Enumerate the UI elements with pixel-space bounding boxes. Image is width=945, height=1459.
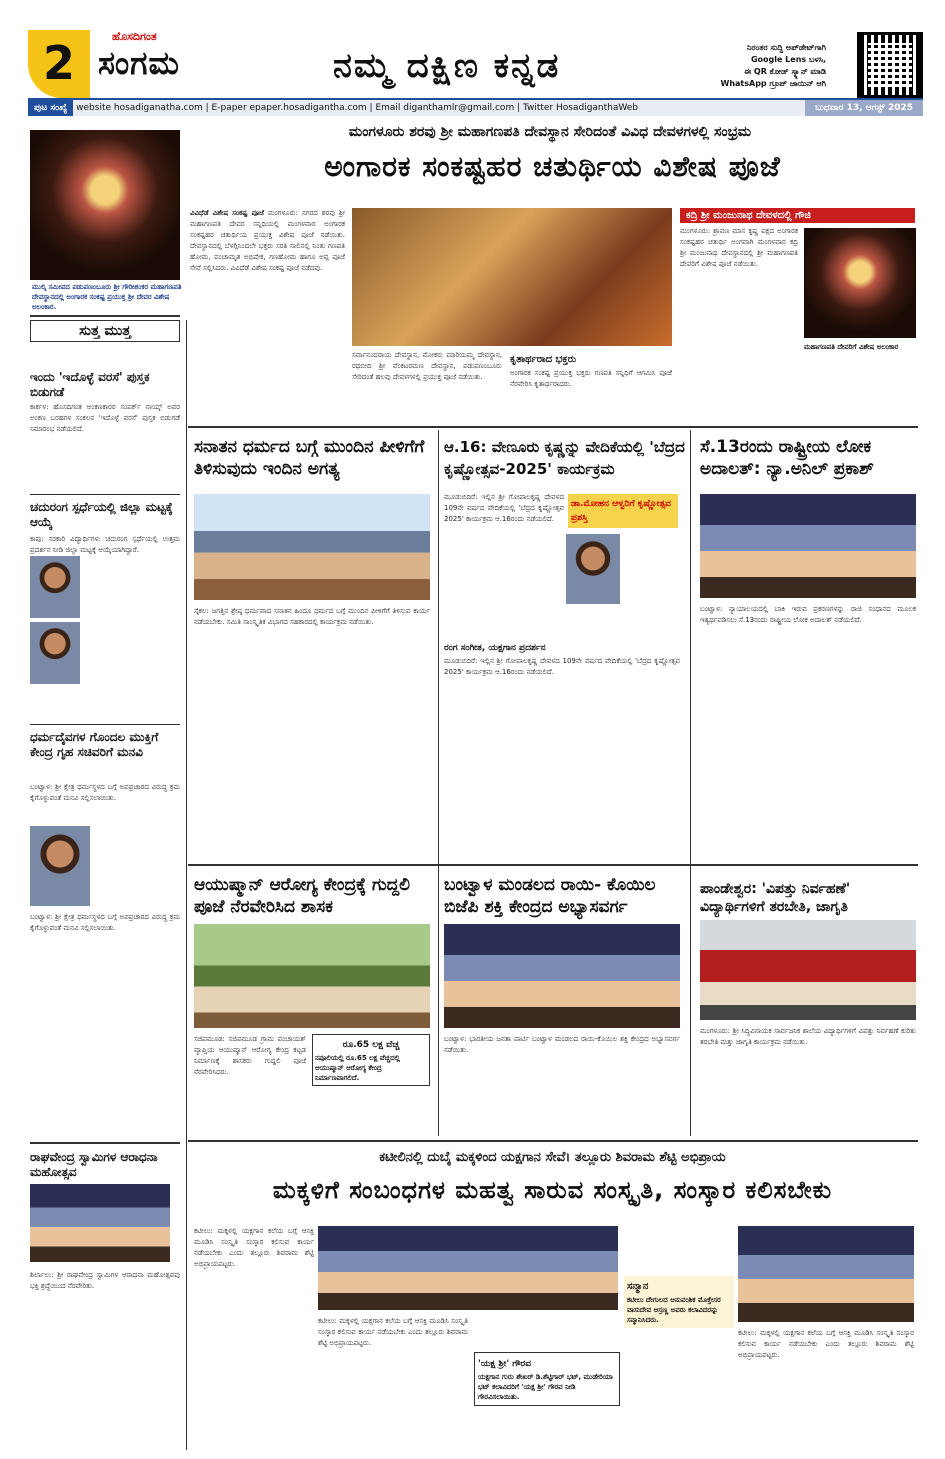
story-ayushman-body: ಸಜಿಪಮೂಡ: ಸಜಿಪಮೂಡ ಗ್ರಾಮ ಪಂಚಾಯತ್ ವ್ಯಾಪ್ತಿಯ ಆಯುಷ್ಮಾನ್ ಆರೋಗ್ಯ ಕೇಂದ್ರ ಕಟ್ಟಡ ನಿರ್ಮಾಣಕ್ಕೆ ಶಾಸಕರು ಗುದ್ದಲಿ ಪೂಜೆ ನೆರವೇರಿಸಿದರು. — [194, 1035, 306, 1076]
ayushman-box-title: ರೂ.65 ಲಕ್ಷ ವೆಚ್ಚ — [342, 1040, 400, 1050]
left-story-4-body: ಶಿರ್ಲಾಲು: ಶ್ರೀ ರಾಘವೇಂದ್ರ ಸ್ವಾಮಿಗಳ ಆರಾಧನಾ ಮಹೋತ್ಸವವು ಭಕ್ತಿ ಶ್ರದ್ಧೆಯಿಂದ ನೆರವೇರಿತು. — [30, 1271, 180, 1290]
brand-small: ಹೊಸದಿಗಂತ — [112, 30, 157, 43]
mohan-alva-photo — [566, 534, 620, 604]
leader-photo — [30, 826, 90, 906]
left-story-2-head: ಚದುರಂಗ ಸ್ಪರ್ಧೆಯಲ್ಲಿ ಜಿಲ್ಲಾ ಮಟ್ಟಕ್ಕೆ ಆಯ್ಕೆ — [30, 500, 173, 529]
yaksha-shri-title: 'ಯಕ್ಷ ಶ್ರೀ' ಗೌರವ — [478, 1359, 531, 1369]
ayushman-box — [312, 1034, 430, 1086]
ganapati-caption: ಮಹಾಗಣಪತಿ ದೇವರಿಗೆ ವಿಶೇಷ ಅಲಂಕಾರ — [804, 343, 899, 351]
left-story-1-head: ಇಂದು 'ಇದೊಳ್ಳೆ ವರಸೆ' ಪುಸ್ತಕ ಬಿಡುಗಡೆ — [30, 370, 150, 399]
yaksha-shri-box — [474, 1352, 620, 1406]
puja-photo — [352, 208, 672, 346]
story-disaster-head: ಪಾಂಡೇಶ್ವರ: 'ವಿಪತ್ತು ನಿರ್ವಹಣೆ' ವಿದ್ಯಾರ್ಥಿಗಳಿಗೆ ತರಬೇತಿ, ಜಾಗೃತಿ — [700, 881, 851, 915]
bottom-headline: ಮಕ್ಕಳಿಗೆ ಸಂಬಂಧಗಳ ಮಹತ್ವ ಸಾರುವ ಸಂಸ್ಕೃತಿ, ಸಂಸ್ಕಾರ ಕಲಿಸಬೇಕು — [272, 1176, 833, 1204]
story-adalat-body: ಬಂಟ್ವಾಳ: ನ್ಯಾಯಾಲಯದಲ್ಲಿ ಬಾಕಿ ಇರುವ ಪ್ರಕರಣಗಳನ್ನು ರಾಜಿ ಸಂಧಾನದ ಮೂಲಕ ಇತ್ಯರ್ಥಪಡಿಸಲು ಸೆ.13ರಂದು ರಾಷ್ಟ್ರೀಯ ಲೋಕ ಅದಾಲತ್ ನಡೆಯಲಿದೆ. — [700, 605, 916, 624]
bottom-kicker: ಕಟೀಲಿನಲ್ಲಿ ದುಬೈ ಮಕ್ಕಳಿಂದ ಯಕ್ಷಗಾನ ಸೇವೆ। ತಲ್ಲೂರು ಶಿವರಾಮ ಶೆಟ್ಟಿ ಅಭಿಪ್ರಾಯ — [379, 1150, 726, 1165]
lead-body-1: ವಿವಿಧೆಡೆ ವಿಶೇಷ ಸಂಕಷ್ಟ ಪೂಜೆ ಮಂಗಳೂರು: ನಗರದ ಶರವು ಶ್ರೀ ಮಹಾಗಣಪತಿ ದೇವರ ಸನ್ನಿಧಿಯಲ್ಲಿ ಮಂಗಳವಾರ ಅಂಗಾರಕ ಸಂಕಷ್ಟಹರ ಚತುರ್ಥಿಯ ಪ್ರಯುಕ್ತ ವಿಶೇಷ ಪೂಜೆ ನಡೆಯಿತು. ದೇವಸ್ಥಾನದಲ್ಲಿ ಬೆಳಗ್ಗಿನಿಂದಲೇ ಭಕ್ತರು ಸರತಿ ಸಾಲಿನಲ್ಲಿ ನಿಂತು ಗಣಪತಿ ಹೋಮ, ಪಂಚಾಮೃತ ಅಭಿಷೇಕ, ಗಣಹೋಮ ಹಾಗೂ ಅಪ್ಪ ಪೂಜೆ ಸೇವೆ ಸಲ್ಲಿಸಿದರು. ವಿವಿಧೆಡೆ ವಿಶೇಷ ಸಂಕಷ್ಟ ಪೂಜೆ ನಡೆದವು. — [190, 209, 345, 272]
email-link[interactable]: Email diganthamlr@gmail.com — [375, 103, 515, 113]
felicitation-photo — [738, 1226, 914, 1322]
left-story-3-body: ಬಂಟ್ವಾಳ: ಶ್ರೀ ಕ್ಷೇತ್ರ ಧರ್ಮಸ್ಥಳದ ಬಗ್ಗೆ ಅಪಪ್ರಚಾರದ ವಿರುದ್ಧ ಕ್ರಮ ಕೈಗೊಳ್ಳುವಂತೆ ಮನವಿ ಸಲ್ಲಿಸಲಾಯಿತು. — [30, 783, 180, 802]
bottom-body-2: ಕಟೀಲು: ಮಕ್ಕಳಲ್ಲಿ ಯಕ್ಷಗಾನ ಕಲೆಯ ಬಗ್ಗೆ ಆಸಕ್ತಿ ಮೂಡಿಸಿ ಸಂಸ್ಕೃತಿ ಸಂಸ್ಕಾರ ಕಲಿಸುವ ಕಾರ್ಯ ನಡೆಯಬೇಕು ಎಂದು ತಲ್ಲೂರು ಶಿವರಾಮ ಶೆಟ್ಟಿ ಅಭಿಪ್ರಾಯಪಟ್ಟರು. — [318, 1317, 468, 1347]
lead-mid-box — [510, 352, 672, 414]
story-krishna-body-2: ಮೂಡುಬಿದಿರೆ: ಇಲ್ಲಿನ ಶ್ರೀ ಗೋಪಾಲಕೃಷ್ಣ ದೇವಳದ 109ನೇ ವರ್ಷದ ವೇದಿಕೆಯಲ್ಲಿ 'ಬೆದ್ರದ ಕೃಷ್ಣೋತ್ಸವ 2025' ಕಾರ್ಯಕ್ರಮ ಆ.16ರಂದು ನಡೆಯಲಿದೆ. — [444, 657, 680, 676]
ayushman-box-body: ನಪೂಲಿಯಲ್ಲಿ ರೂ.65 ಲಕ್ಷ ವೆಚ್ಚದಲ್ಲಿ ಆಯುಷ್ಮಾನ್ ಆರೋಗ್ಯ ಕೇಂದ್ರ ನಿರ್ಮಾಣವಾಗಲಿದೆ. — [315, 1054, 400, 1082]
bottom-body-3: ಕಟೀಲು: ಮಕ್ಕಳಲ್ಲಿ ಯಕ್ಷಗಾನ ಕಲೆಯ ಬಗ್ಗೆ ಆಸಕ್ತಿ ಮೂಡಿಸಿ ಸಂಸ್ಕೃತಿ ಸಂಸ್ಕಾರ ಕಲಿಸುವ ಕಾರ್ಯ ನಡೆಯಬೇಕು ಎಂದು ತಲ್ಲೂರು ಶಿವರಾಮ ಶೆಟ್ಟಿ ಅಭಿಪ್ರಾಯಪಟ್ಟರು. — [738, 1329, 914, 1359]
side-story-tag: ಕದ್ರಿ ಶ್ರೀ ಮಂಜುನಾಥ ದೇವಳದಲ್ಲಿ ಗೌಜಿ — [680, 208, 915, 223]
aradhana-photo — [30, 1184, 170, 1262]
lead-body-3: ಅಂಗಾರಕ ಸಂಕಷ್ಟ ಪ್ರಯುಕ್ತ ಭಕ್ತರು ಗಣಪತಿ ಸನ್ನಿಧಿಗೆ ಆಗಮಿಸಿ ಪೂಜೆ ನೆರವೇರಿಸಿ ಕೃತಾರ್ಥರಾದರು. — [510, 369, 672, 388]
yaksha-shri-body: ಯಕ್ಷಗಾನ ಗುರು ಶೇಖರ್ ಡಿ.ಶೆಟ್ಟಿಗಾರ್ ಭಟ್, ಮುಡೇರಿಯಾ ಭಟ್ ಕಲಾವಿದರಿಗೆ 'ಯಕ್ಷ ಶ್ರೀ' ಗೌರವ ನೀಡಿ ಗೌರವಿಸಲಾಯಿತು. — [478, 1373, 613, 1401]
student-photo-2 — [30, 622, 80, 684]
adalat-photo — [700, 494, 916, 598]
page-number: 2 — [28, 30, 90, 98]
lead-mid-caption: ಕೃತಾರ್ಥರಾದ ಭಕ್ತರು — [510, 354, 577, 365]
temple-photo-caption: ಮುಲ್ಕಿ ಸಮೀಪದ ಪಡುಪಣಂಬೂರು ಶ್ರೀ ಗೌರೀಶಂಕರ ಮಹಾಗಣಪತಿ ದೇವಸ್ಥಾನದಲ್ಲಿ ಅಂಗಾರಕ ಸಂಕಷ್ಟ ಪ್ರಯುಕ್ತ ಶ್ರೀ ದೇವರ ವಿಶೇಷ ಅಲಂಕಾರ. — [32, 283, 182, 311]
column-name: ಸುತ್ತ ಮುತ್ತ — [30, 320, 180, 342]
qr-instructions: ನಿರಂತರ ಸುದ್ದಿ ಅಪ್‌ಡೇಟ್‌ಗಾಗಿ Google Lens ಬಳಸಿ, ಈ QR ಕೋಡ್ ಸ್ಕ್ಯಾನ್ ಮಾಡಿ WhatsApp ಗ್ರೂಪ್ ಜಾಯಿನ್ ಆಗಿ — [720, 43, 826, 88]
bjp-photo — [444, 924, 680, 1028]
story-krishna-body: ಮೂಡುಬಿದಿರೆ: ಇಲ್ಲಿನ ಶ್ರೀ ಗೋಪಾಲಕೃಷ್ಣ ದೇವಳದ 109ನೇ ವರ್ಷದ ವೇದಿಕೆಯಲ್ಲಿ 'ಬೆದ್ರದ ಕೃಷ್ಣೋತ್ಸವ 2025' ಕಾರ್ಯಕ್ರಮ ಆ.16ರಂದು ನಡೆಯಲಿದೆ. — [444, 493, 564, 523]
story-bjp-body: ಬಂಟ್ವಾಳ: ಭಾರತೀಯ ಜನತಾ ಪಾರ್ಟಿ ಬಂಟ್ವಾಳ ಮಂಡಲದ ರಾಯಿ-ಕೊಯಿಲ ಶಕ್ತಿ ಕೇಂದ್ರದ ಅಭ್ಯಾಸವರ್ಗ ನಡೆಯಿತು. — [444, 1035, 680, 1054]
story-ayushman-head: ಆಯುಷ್ಮಾನ್ ಆರೋಗ್ಯ ಕೇಂದ್ರಕ್ಕೆ ಗುದ್ದಲಿ ಪೂಜೆ ನೆರವೇರಿಸಿದ ಶಾಸಕ — [194, 875, 410, 917]
sanmana-box — [624, 1276, 734, 1328]
ayushman-photo — [194, 924, 430, 1028]
fire-drill-photo — [700, 920, 916, 1020]
lead-headline: ಅಂಗಾರಕ ಸಂಕಷ್ಟಹರ ಚತುರ್ಥಿಯ ವಿಶೇಷ ಪೂಜೆ — [324, 150, 781, 183]
info-bar: ಪುಟ ಸಂಖ್ಯೆ website hosadiganatha.com | E-paper epaper.hosadigantha.com | Email diganthamlr@gmail.com | Twitter HosadiganthaWeb ಬುಧವಾರ 13, ಆಗಸ್ಟ್ 2025 — [28, 98, 923, 116]
twitter-link[interactable]: Twitter HosadiganthaWeb — [522, 103, 639, 113]
temple-photo — [30, 130, 180, 280]
yakshagana-photo — [318, 1226, 618, 1310]
left-story-3-cont: ಬಂಟ್ವಾಳ: ಶ್ರೀ ಕ್ಷೇತ್ರ ಧರ್ಮಸ್ಥಳದ ಬಗ್ಗೆ ಅಪಪ್ರಚಾರದ ವಿರುದ್ಧ ಕ್ರಮ ಕೈಗೊಳ್ಳುವಂತೆ ಮನವಿ ಸಲ್ಲಿಸಲಾಯಿತು. — [30, 913, 180, 932]
section-title: ನಮ್ಮ ದಕ್ಷಿಣ ಕನ್ನಡ — [333, 46, 561, 86]
page-label: ಪುಟ ಸಂಖ್ಯೆ — [28, 100, 73, 116]
website-link[interactable]: website hosadiganatha.com — [76, 103, 203, 113]
left-story-2-body: ಕಾಪು: ಸರಕಾರಿ ವಿದ್ಯಾರ್ಥಿಗಳು ಚದುರಂಗ ಸ್ಪರ್ಧೆಯಲ್ಲಿ ಉತ್ತಮ ಪ್ರದರ್ಶನ ನೀಡಿ ಜಿಲ್ಲಾ ಮಟ್ಟಕ್ಕೆ ಆಯ್ಕೆಯಾಗಿದ್ದಾರೆ. — [30, 535, 180, 554]
sanmana-title: ಸನ್ಮಾನ — [627, 1281, 649, 1292]
left-story-3-head: ಧರ್ಮದೈವಗಳ ಗೊಂದಲ ಮುಕ್ತಿಗೆ ಕೇಂದ್ರ ಗೃಹ ಸಚಿವರಿಗೆ ಮನವಿ — [30, 730, 159, 759]
sanatana-photo — [194, 494, 430, 600]
story-krishna-sub: ರಂಗ ಸಂಗೀತ, ಯಕ್ಷಗಾನ ಪ್ರದರ್ಶನ — [444, 643, 546, 653]
lead-kicker: ಮಂಗಳೂರು ಶರವು ಶ್ರೀ ಮಹಾಗಣಪತಿ ದೇವಸ್ಥಾನ ಸೇರಿದಂತೆ ವಿವಿಧ ದೇವಳಗಳಲ್ಲಿ ಸಂಭ್ರಮ — [348, 124, 752, 140]
story-disaster-body: ಮಂಗಳೂರು: ಶ್ರೀ ಸಿದ್ಧಿವಿನಾಯಕ ಸಾರ್ವಜನಿಕ ಶಾಲೆಯ ವಿದ್ಯಾರ್ಥಿಗಳಿಗೆ ವಿಪತ್ತು ನಿರ್ವಹಣೆ ಕುರಿತು ತರಬೇತಿ ಮತ್ತು ಜಾಗೃತಿ ಕಾರ್ಯಕ್ರಮ ನಡೆಯಿತು. — [700, 1027, 916, 1046]
masthead — [28, 10, 923, 98]
qr-code-icon[interactable] — [857, 32, 923, 98]
story-adalat-head: ಸೆ.13ರಂದು ರಾಷ್ಟ್ರೀಯ ಲೋಕ ಅದಾಲತ್: ನ್ಯಾ.ಅನಿಲ್ ಪ್ರಕಾಶ್ — [700, 437, 874, 479]
story-sanatana-body: ಸೈಕಲ: ಜಗತ್ತಿನ ಶ್ರೇಷ್ಠ ಧರ್ಮವಾದ ಸನಾತನ ಹಿಂದೂ ಧರ್ಮದ ಬಗ್ಗೆ ಮುಂದಿನ ಪೀಳಿಗೆಗೆ ತಿಳಿಸುವ ಕಾರ್ಯ ನಡೆಯಬೇಕು. ಸಮಿತಿ ಸಾಂಸ್ಕೃತಿಕ ವಿಭಾಗದ ಸಹಕಾರದಲ್ಲಿ ಕಾರ್ಯಕ್ರಮ ನಡೆಯಿತು. — [194, 607, 430, 626]
left-story-1-body: ಕಾರ್ಕಳ: ಹೊಸದಿಗಂತ ಅಂಕಣಕಾರರ ಸಂಪರ್ಕ್ ನಾಯ್ಕ್ ಅವರ ಅಂಕಣ ಬರಹಗಳ ಸಂಕಲನ 'ಇದೊಳ್ಳೆ ವರಸೆ' ಪುಸ್ತಕ ಬಿಡುಗಡೆ ಸಮಾರಂಭ ನಡೆಯಲಿದೆ. — [30, 403, 180, 433]
issue-date: ಬುಧವಾರ 13, ಆಗಸ್ಟ್ 2025 — [805, 100, 923, 116]
krishna-award-box: ಡಾ.ಮೋಹನ ಆಳ್ವರಿಗೆ ಕೃಷ್ಣೋತ್ಸವ ಪ್ರಶಸ್ತಿ — [568, 494, 678, 528]
brand-title: ಸಂಗಮ — [98, 44, 180, 82]
side-story-body: ಮಂಗಳೂರು: ಶ್ರಾವಣ ಮಾಸ ಕೃಷ್ಣ ಪಕ್ಷದ ಅಂಗಾರಕ ಸಂಕಷ್ಟಹರ ಚತುರ್ಥಿ ಅಂಗವಾಗಿ ಮಂಗಳವಾರ ಕದ್ರಿ ಶ್ರೀ ಮಂಜುನಾಥ ದೇವಸ್ಥಾನದಲ್ಲಿ ಶ್ರೀ ಮಹಾಗಣಪತಿ ದೇವರಿಗೆ ವಿಶೇಷ ಪೂಜೆ ನಡೆಯಿತು. — [680, 227, 798, 268]
lead-body-2: ಸರ್ವಾನಂದರಾಯ ದೇವಸ್ಥಾನ, ಮೋಕರು ಮಾರಿಯಮ್ಮ ದೇವಸ್ಥಾನ, ರಥಬೀದಿ ಶ್ರೀ ವೆಂಕಟರಮಣ ದೇವಸ್ಥಾನ, ಪಡುಪಣಂಬೂರು ಸೇರಿದಂತೆ ಹಲವು ದೇವಳಗಳಲ್ಲಿ ಪ್ರಯುಕ್ತ ಪೂಜೆ ನಡೆಯಿತು. — [352, 351, 502, 381]
bottom-body-1: ಕಟೀಲು: ಮಕ್ಕಳಲ್ಲಿ ಯಕ್ಷಗಾನ ಕಲೆಯ ಬಗ್ಗೆ ಆಸಕ್ತಿ ಮೂಡಿಸಿ ಸಂಸ್ಕೃತಿ ಸಂಸ್ಕಾರ ಕಲಿಸುವ ಕಾರ್ಯ ನಡೆಯಬೇಕು ಎಂದು ತಲ್ಲೂರು ಶಿವರಾಮ ಶೆಟ್ಟಿ ಅಭಿಪ್ರಾಯಪಟ್ಟರು. — [194, 1227, 314, 1268]
ganapati-photo — [804, 228, 916, 338]
student-photo-1 — [30, 556, 80, 618]
story-krishna-head: ಆ.16: ವೇಣೂರು ಕೃಷ್ಣನ್ನು ವೇದಿಕೆಯಲ್ಲಿ 'ಬೆದ್ರದ ಕೃಷ್ಣೋತ್ಸವ-2025' ಕಾರ್ಯಕ್ರಮ — [444, 438, 685, 478]
sanmana-body: ಕಟೀಲು ದೇಗುಲದ ಆನುವಂಶಿಕ ಮೊಕ್ತೇಸರ ವಾಸುದೇವ ಆಸ್ರಣ್ಣ ಅವರು ಕಲಾವಿದರನ್ನು ಸನ್ಮಾನಿಸಿದರು. — [627, 1296, 721, 1324]
epaper-link[interactable]: E-paper epaper.hosadigantha.com — [211, 103, 367, 113]
story-bjp-head: ಬಂಟ್ವಾಳ ಮಂಡಲದ ರಾಯಿ- ಕೊಯಿಲ ಬಿಜೆಪಿ ಶಕ್ತಿ ಕೇಂದ್ರದ ಅಭ್ಯಾಸವರ್ಗ — [444, 875, 656, 917]
story-sanatana-head: ಸನಾತನ ಧರ್ಮದ ಬಗ್ಗೆ ಮುಂದಿನ ಪೀಳಿಗೆಗೆ ತಿಳಿಸುವುದು ಇಂದಿನ ಅಗತ್ಯ — [194, 437, 425, 479]
left-story-4-head: ರಾಘವೇಂದ್ರ ಸ್ವಾಮಿಗಳ ಆರಾಧನಾ ಮಹೋತ್ಸವ — [30, 1150, 158, 1179]
